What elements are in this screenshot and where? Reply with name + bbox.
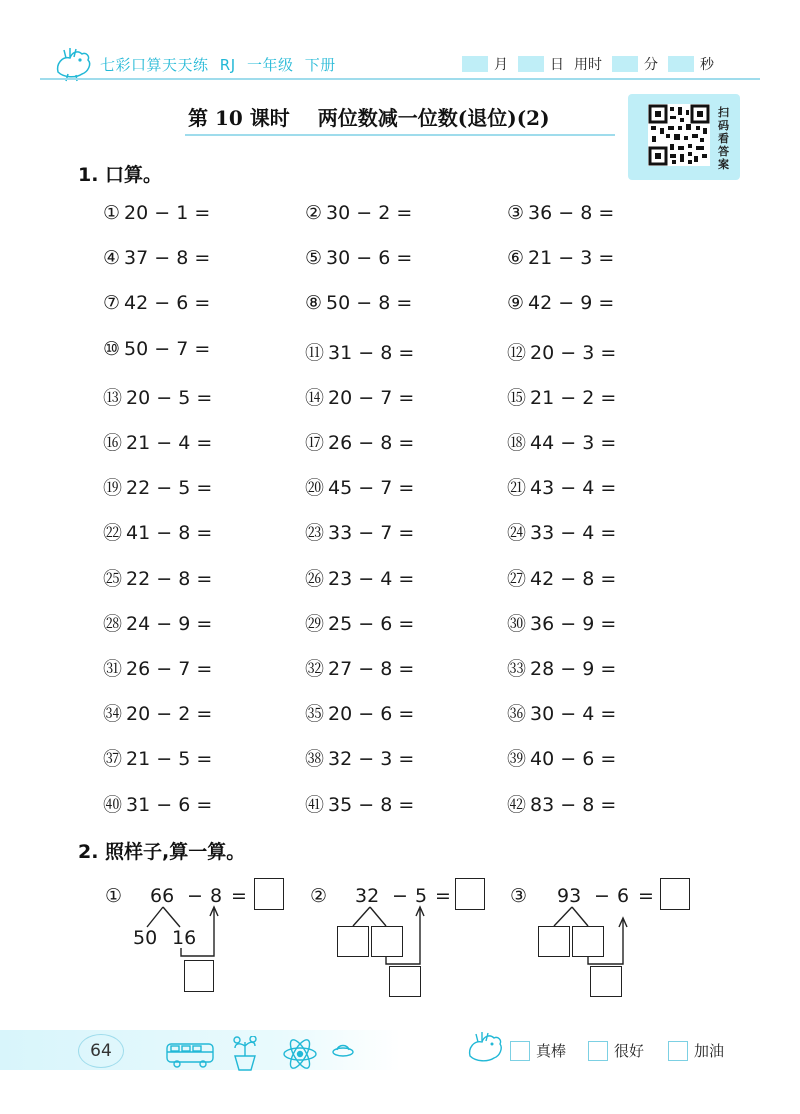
example2-subtrahend: 5 — [415, 885, 428, 907]
lesson-topic: 两位数减一位数(退位)(2) — [317, 106, 550, 130]
example2-answer-box[interactable] — [455, 878, 485, 910]
problem-expression: 32 − 3 = — [328, 748, 415, 771]
example1-intermediate-box[interactable] — [184, 960, 214, 992]
series-name: 七彩口算天天练 — [100, 56, 209, 74]
problem-number: ㉚ — [507, 612, 527, 635]
example3-split-box-a[interactable] — [538, 926, 570, 957]
problem-expression: 44 − 3 = — [530, 432, 617, 454]
page-number-text: 64 — [90, 1041, 112, 1061]
problem-number: ⑮ — [507, 386, 527, 409]
problem-expression: 20 − 1 = — [124, 202, 211, 224]
problem-number: ㉒ — [103, 522, 123, 545]
problem-number: ① — [103, 202, 121, 224]
example3-answer-box[interactable] — [660, 878, 690, 910]
problem-expression: 40 − 6 = — [530, 748, 617, 771]
example3-intermediate-box[interactable] — [590, 966, 622, 997]
rating-great-label: 真棒 — [536, 1042, 567, 1060]
split-branch-2 — [353, 907, 386, 926]
problem-number: ⑲ — [103, 477, 123, 500]
problem-expression: 21 − 4 = — [126, 432, 213, 454]
example1-split-part-b: 16 — [172, 927, 197, 949]
example2-split-box-a[interactable] — [337, 926, 369, 957]
example2-equals: = — [435, 885, 451, 907]
example1-split-part-a: 50 — [133, 927, 158, 949]
example1-minus: − — [187, 885, 203, 907]
problem-number: ⑭ — [305, 386, 325, 409]
problem-number: ⑥ — [507, 247, 525, 270]
problem-number: ⑳ — [305, 477, 325, 500]
example1-number: ① — [105, 885, 123, 907]
grade-label: 一年级 — [246, 56, 294, 74]
day-label: 日 — [550, 57, 564, 73]
section1-heading: 1. 口算。 — [78, 164, 163, 186]
edition-label: RJ — [219, 56, 236, 74]
problem-expression: 20 − 5 = — [126, 386, 213, 409]
problem-expression: 25 − 6 = — [328, 612, 415, 635]
problem-number: ⑫ — [507, 341, 527, 364]
problem-number: ㉔ — [507, 522, 527, 545]
example2-number: ② — [310, 885, 328, 907]
problem-expression: 24 − 9 = — [126, 612, 213, 635]
problem-number: ㊲ — [103, 748, 123, 771]
problem-number: ⑯ — [103, 432, 123, 454]
problem-number: ② — [305, 202, 323, 224]
problem-expression: 27 − 8 = — [328, 658, 415, 680]
rating-good[interactable] — [588, 1040, 644, 1061]
example1-minuend: 66 — [150, 885, 175, 907]
problem-number: ⑧ — [305, 292, 323, 315]
split-branch-3 — [554, 907, 588, 926]
problem-number: ㉙ — [305, 612, 325, 635]
example2-split-box-b[interactable] — [371, 926, 403, 957]
problem-expression: 20 − 2 = — [126, 703, 213, 726]
page-number — [78, 1034, 124, 1068]
problem-number: ㉑ — [507, 477, 527, 500]
time-used-label: 用时 — [574, 57, 602, 73]
problem-expression: 28 − 9 = — [530, 658, 617, 680]
problem-expression: 37 − 8 = — [124, 247, 211, 270]
example1-subtrahend: 8 — [210, 885, 223, 907]
rating-good-checkbox[interactable] — [588, 1041, 608, 1061]
atom-icon — [284, 1037, 316, 1071]
problem-expression: 30 − 6 = — [326, 247, 413, 270]
lesson-number: 第 10 课时 — [188, 106, 290, 130]
problem-number: ㉖ — [305, 567, 325, 590]
problem-expression: 20 − 6 = — [328, 703, 415, 726]
section2-heading: 2. 照样子,算一算。 — [78, 841, 246, 863]
problem-expression: 31 − 6 = — [126, 793, 213, 816]
problem-expression: 31 − 8 = — [328, 341, 415, 364]
problem-expression: 50 − 8 = — [326, 292, 413, 315]
problem-number: ⑦ — [103, 292, 121, 315]
example3-split-box-b[interactable] — [572, 926, 604, 957]
problem-expression: 45 − 7 = — [328, 477, 415, 500]
problem-expression: 21 − 2 = — [530, 386, 617, 409]
problem-expression: 42 − 6 = — [124, 292, 211, 315]
problem-expression: 43 − 4 = — [530, 477, 617, 500]
problem-number: ㉝ — [507, 658, 527, 680]
problem-number: ㊷ — [507, 793, 527, 816]
problem-expression: 33 − 7 = — [328, 522, 415, 545]
example3-subtrahend: 6 — [617, 885, 630, 907]
problem-number: ㉕ — [103, 567, 123, 590]
problem-expression: 21 − 3 = — [528, 247, 615, 270]
rating-keep-going-label: 加油 — [694, 1042, 725, 1060]
problem-expression: 42 − 9 = — [528, 292, 615, 315]
problem-expression: 36 − 9 = — [530, 612, 617, 635]
footer-decoration — [165, 1036, 395, 1072]
example3-number: ③ — [510, 885, 528, 907]
problem-expression: 36 − 8 = — [528, 202, 615, 224]
problem-number: ③ — [507, 202, 525, 224]
example2-intermediate-box[interactable] — [389, 966, 421, 997]
problem-expression: 20 − 7 = — [328, 386, 415, 409]
rating-great[interactable] — [510, 1040, 566, 1061]
problem-number: ㉘ — [103, 612, 123, 635]
minutes-label: 分 — [644, 57, 658, 73]
split-branch-1 — [147, 907, 180, 927]
problem-expression: 26 − 7 = — [126, 658, 213, 680]
example3-minuend: 93 — [557, 885, 582, 907]
potted-plant-icon — [234, 1036, 256, 1070]
problem-number: ⑬ — [103, 386, 123, 409]
problem-number: ⑰ — [305, 432, 325, 454]
problem-number: ⑤ — [305, 247, 323, 270]
rating-great-checkbox[interactable] — [510, 1041, 530, 1061]
problem-number: ⑪ — [305, 341, 325, 364]
problem-number: ⑩ — [103, 337, 121, 360]
problem-number: ㊶ — [305, 793, 325, 816]
example2-minuend: 32 — [355, 885, 380, 907]
seconds-label: 秒 — [700, 57, 714, 73]
example1-answer-box[interactable] — [254, 878, 284, 910]
problem-expression: 41 − 8 = — [126, 522, 213, 545]
problem-number: ㉗ — [507, 567, 527, 590]
example3-equals: = — [638, 885, 654, 907]
problem-expression: 21 − 5 = — [126, 748, 213, 771]
problem-expression: 33 − 4 = — [530, 522, 617, 545]
problem-expression: 26 − 8 = — [328, 432, 415, 454]
problem-expression: 42 − 8 = — [530, 567, 617, 590]
problem-expression: 22 − 8 = — [126, 567, 213, 590]
problem-expression: 50 − 7 = — [124, 337, 211, 360]
problem-number: ㉓ — [305, 522, 325, 545]
problem-expression: 22 − 5 = — [126, 477, 213, 500]
problem-expression: 23 − 4 = — [328, 567, 415, 590]
problem-number: ㊱ — [507, 703, 527, 726]
problem-number: ㊳ — [305, 748, 325, 771]
problem-expression: 83 − 8 = — [530, 793, 617, 816]
rating-keep-going-checkbox[interactable] — [668, 1041, 688, 1061]
problem-expression: 30 − 4 = — [530, 703, 617, 726]
example1-equals: = — [231, 885, 247, 907]
problem-number: ⑨ — [507, 292, 525, 315]
problem-number: ㊵ — [103, 793, 123, 816]
problem-number: ㉟ — [305, 703, 325, 726]
example3-minus: − — [594, 885, 610, 907]
problem-number: ⑱ — [507, 432, 527, 454]
problem-expression: 30 − 2 = — [326, 202, 413, 224]
month-label: 月 — [494, 57, 508, 73]
problem-number: ㊴ — [507, 748, 527, 771]
volume-label: 下册 — [304, 56, 336, 74]
problem-number: ㉜ — [305, 658, 325, 680]
ufo-icon — [333, 1046, 353, 1057]
problem-number: ④ — [103, 247, 121, 270]
bus-icon — [167, 1044, 213, 1067]
problem-number: ㉛ — [103, 658, 123, 680]
rating-good-label: 很好 — [614, 1042, 645, 1060]
problem-expression: 35 − 8 = — [328, 793, 415, 816]
rooster-footer-icon — [466, 1030, 504, 1066]
example2-minus: − — [392, 885, 408, 907]
rating-keep-going[interactable] — [668, 1040, 724, 1061]
qr-caption: 扫码看答案 — [718, 106, 729, 171]
problem-expression: 20 − 3 = — [530, 341, 617, 364]
problem-number: ㉞ — [103, 703, 123, 726]
